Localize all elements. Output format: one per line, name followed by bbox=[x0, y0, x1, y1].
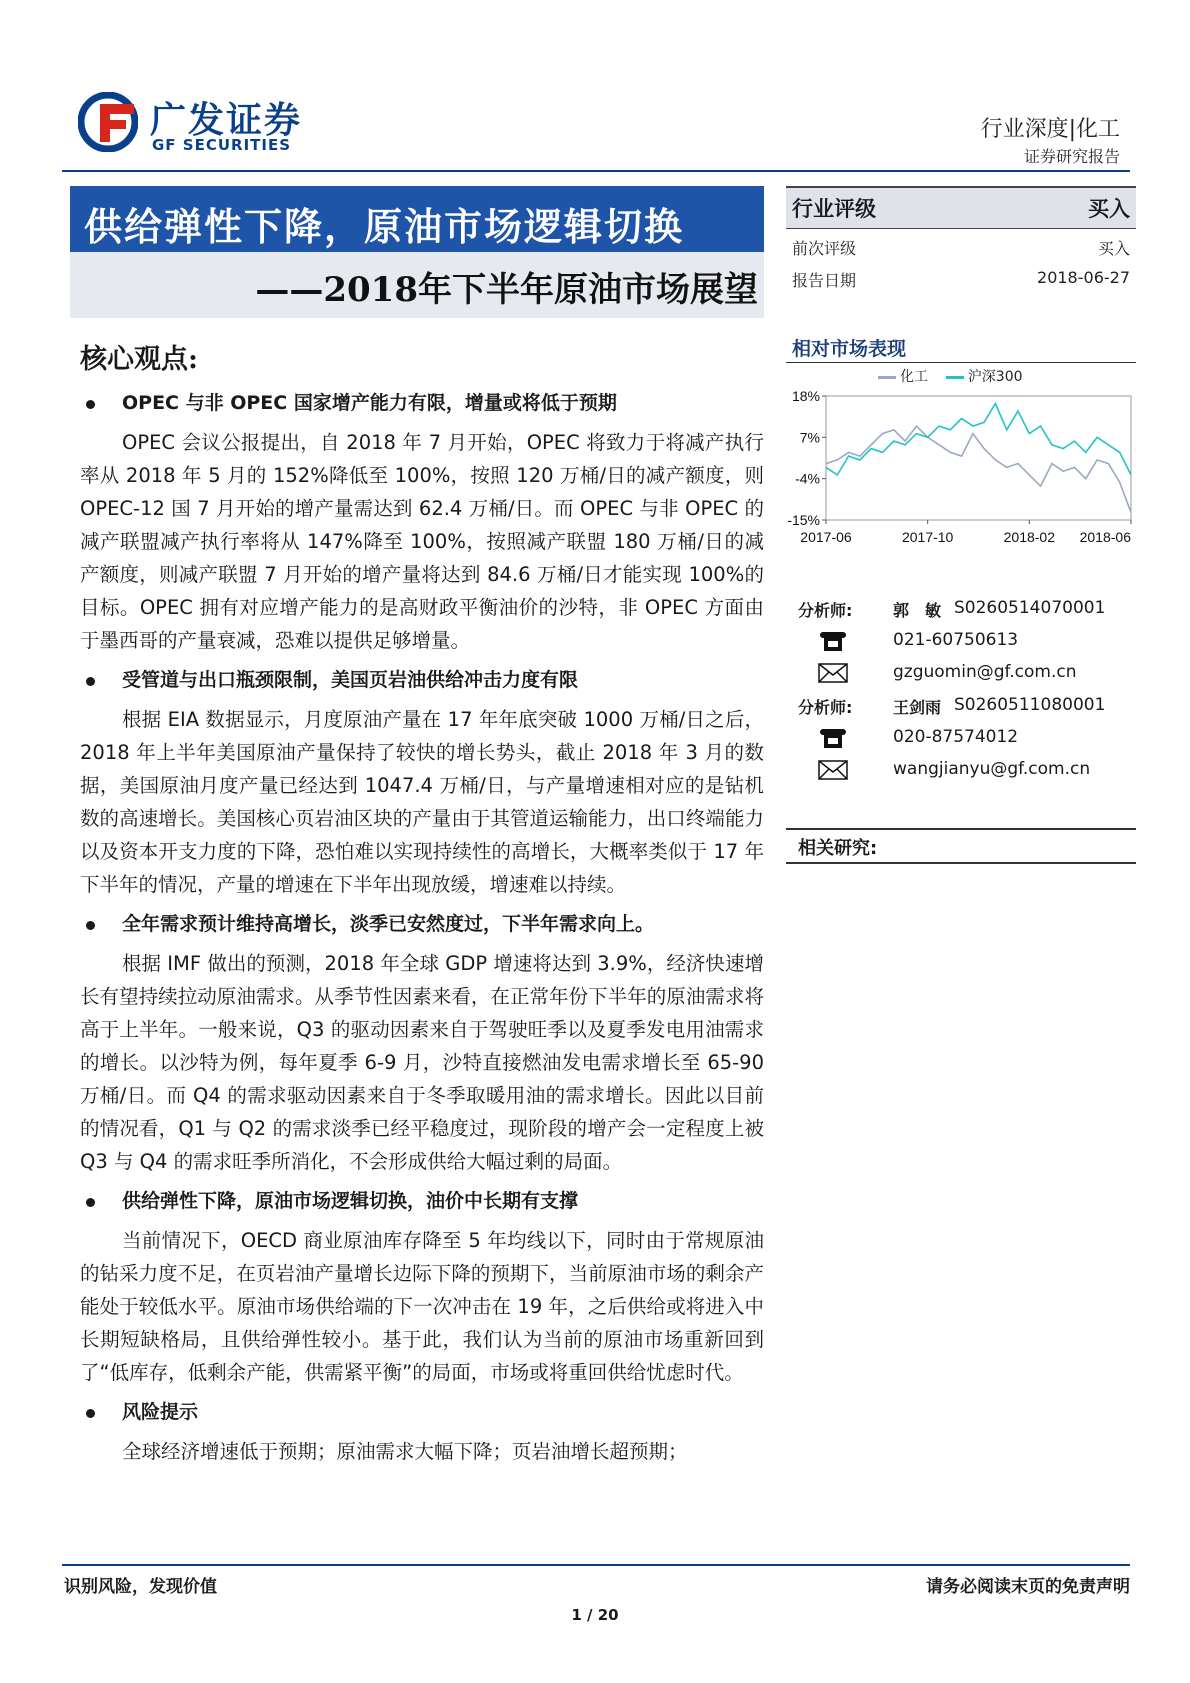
x-tick-label: 2017-06 bbox=[800, 529, 852, 545]
analyst-email[interactable]: gzguomin@gf.com.cn bbox=[893, 662, 1077, 682]
bullet-heading: 全年需求预计维持高增长，淡季已安然度过，下半年需求向上。 bbox=[80, 909, 764, 939]
page-title: 供给弹性下降，原油市场逻辑切换 bbox=[84, 204, 685, 249]
brand-name-cn: 广发证券 bbox=[150, 100, 303, 141]
y-tick-label: -15% bbox=[787, 512, 820, 528]
report-date-value: 2018-06-27 bbox=[1037, 268, 1130, 287]
report-type: 证券研究报告 bbox=[1023, 147, 1120, 166]
bullet-dot-icon bbox=[86, 921, 95, 930]
email-icon bbox=[818, 662, 848, 684]
x-tick-label: 2017-10 bbox=[901, 529, 954, 545]
x-tick-label: 2018-06 bbox=[1079, 529, 1131, 545]
chart-legend bbox=[878, 366, 1023, 386]
legend-swatch-chemical bbox=[878, 376, 896, 379]
analyst-label: 分析师: bbox=[798, 698, 853, 717]
relative-perf-divider bbox=[786, 362, 1136, 363]
bullet-dot-icon bbox=[86, 1409, 95, 1418]
related-divider-top bbox=[786, 828, 1136, 830]
paragraph: 根据 EIA 数据显示，月度原油产量在 17 年年底突破 1000 万桶/日之后，2018 年上半年美国原油产量保持了较快的增长势头，截止 2018 年 3 月的数据，美国原油月度产量已经达到 1047.4 万桶/日，与产量增速相对应的是钻机数的高速增长。美国核心页岩油区块的产量由于其管道运输能力，出口终端能力以及资本开支力度的下降，恐怕难以实现持续性的高增长，大概率类似于 17 年下半年的情况，产量的增速在下半年出现放缓，增速难以持续。 bbox=[80, 708, 764, 896]
paragraph: 根据 IMF 做出的预测，2018 年全球 GDP 增速将达到 3.9%，经济快速增长有望持续拉动原油需求。从季节性因素来看，在正常年份下半年的原油需求将高于上半年。一般来说，Q3 的驱动因素来自于驾驶旺季以及夏季发电用油需求的增长。以沙特为例，每年夏季 6-9 月，沙特直接燃油发电需求增长至 65-90 万桶/日。而 Q4 的需求驱动因素来自于冬季取暖用油的需求增长。因此以目前的情况看，Q1 与 Q2 的需求淡季已经平稳度过，现阶段的增产会一定程度上被 Q3 与 Q4 的需求旺季所消化，不会形成供给大幅过剩的局面。 bbox=[80, 952, 764, 1173]
report-date-label: 报告日期 bbox=[792, 271, 857, 290]
analyst-label: 分析师: bbox=[798, 601, 853, 620]
risk-paragraph: 全球经济增速低于预期；原油需求大幅下降；页岩油增长超预期； bbox=[122, 1440, 688, 1463]
rating-label: 行业评级 bbox=[792, 197, 876, 221]
footer-slogan: 识别风险，发现价值 bbox=[64, 1577, 217, 1597]
brand-name-en: GF SECURITIES bbox=[152, 136, 292, 154]
bullet-heading: 供给弹性下降，原油市场逻辑切换，油价中长期有支撑 bbox=[80, 1186, 764, 1216]
analyst-cert-id: S0260514070001 bbox=[954, 598, 1106, 618]
analyst-name: 郭 敏 bbox=[893, 601, 942, 620]
series-line-沪深300 bbox=[826, 404, 1131, 475]
x-tick-label: 2018-02 bbox=[1003, 529, 1056, 545]
page-number: 1 / 20 bbox=[571, 1606, 619, 1624]
bullet-dot-icon bbox=[86, 1198, 95, 1207]
analyst-cert-id: S0260511080001 bbox=[954, 695, 1106, 715]
prev-rating-label: 前次评级 bbox=[792, 239, 857, 258]
y-tick-label: -4% bbox=[795, 470, 820, 487]
analyst-phone[interactable]: 021-60750613 bbox=[893, 630, 1019, 650]
series-line-化工 bbox=[826, 426, 1131, 512]
relative-perf-chart bbox=[786, 388, 1136, 556]
phone-icon bbox=[818, 630, 848, 652]
related-divider-bottom bbox=[786, 862, 1136, 864]
bullet-dot-icon bbox=[86, 677, 95, 686]
legend-label-chemical: 化工 bbox=[900, 369, 928, 385]
footer-disclaimer: 请务必阅读末页的免责声明 bbox=[926, 1577, 1130, 1597]
plot-frame bbox=[826, 396, 1131, 520]
page-subtitle: ——2018年下半年原油市场展望 bbox=[255, 270, 758, 310]
report-category: 行业深度|化工 bbox=[980, 117, 1120, 142]
rating-value: 买入 bbox=[1088, 197, 1130, 221]
prev-rating-value: 买入 bbox=[1097, 239, 1130, 258]
y-tick-label: 18% bbox=[791, 388, 820, 404]
core-views-heading: 核心观点: bbox=[80, 344, 198, 375]
bullet-heading: 受管道与出口瓶颈限制，美国页岩油供给冲击力度有限 bbox=[80, 665, 764, 695]
footer-divider bbox=[62, 1564, 1130, 1566]
related-research-title: 相关研究: bbox=[798, 838, 878, 859]
bullet-dot-icon bbox=[86, 400, 95, 409]
y-tick-label: 7% bbox=[799, 429, 820, 446]
paragraph: OPEC 会议公报提出，自 2018 年 7 月开始，OPEC 将致力于将减产执行率从 2018 年 5 月的 152%降低至 100%，按照 120 万桶/日的减产额度，则 OPEC-12 国 7 月开始的增产量需达到 62.4 万桶/日。而 OPEC 与非 OPEC 的减产联盟减产执行率将从 147%降至 100%，按照减产联盟 180 万桶/日的减产额度，则减产联盟 7 月开始的增产量将达到 84.6 万桶/日才能实现 100%的目标。OPEC 拥有对应增产能力的是高财政平衡油价的沙特，非 OPEC 方面由于墨西哥的产量衰减，恐难以提供足够增量。 bbox=[80, 431, 764, 652]
bullet-heading: OPEC 与非 OPEC 国家增产能力有限，增量或将低于预期 bbox=[80, 388, 764, 418]
header-divider bbox=[62, 170, 1130, 172]
gf-logo-icon bbox=[78, 92, 138, 152]
legend-label-hs300: 沪深300 bbox=[967, 369, 1023, 385]
analyst-phone[interactable]: 020-87574012 bbox=[893, 727, 1019, 747]
core-views-body bbox=[80, 388, 764, 1468]
analyst-name: 王剑雨 bbox=[893, 698, 942, 717]
bullet-heading: 风险提示 bbox=[80, 1397, 764, 1427]
legend-swatch-hs300 bbox=[946, 376, 964, 379]
email-icon bbox=[818, 759, 848, 781]
analyst-email[interactable]: wangjianyu@gf.com.cn bbox=[893, 759, 1091, 779]
paragraph: 当前情况下，OECD 商业原油库存降至 5 年均线以下，同时由于常规原油的钻采力度不足，在页岩油产量增长边际下降的预期下，当前原油市场的剩余产能处于较低水平。原油市场供给端的下一次冲击在 19 年，之后供给或将进入中长期短缺格局，且供给弹性较小。基于此，我们认为当前的原油市场重新回到了“低库存，低剩余产能，供需紧平衡”的局面，市场或将重回供给忧虑时代。 bbox=[80, 1229, 764, 1384]
relative-perf-title: 相对市场表现 bbox=[792, 338, 907, 360]
phone-icon bbox=[818, 727, 848, 749]
